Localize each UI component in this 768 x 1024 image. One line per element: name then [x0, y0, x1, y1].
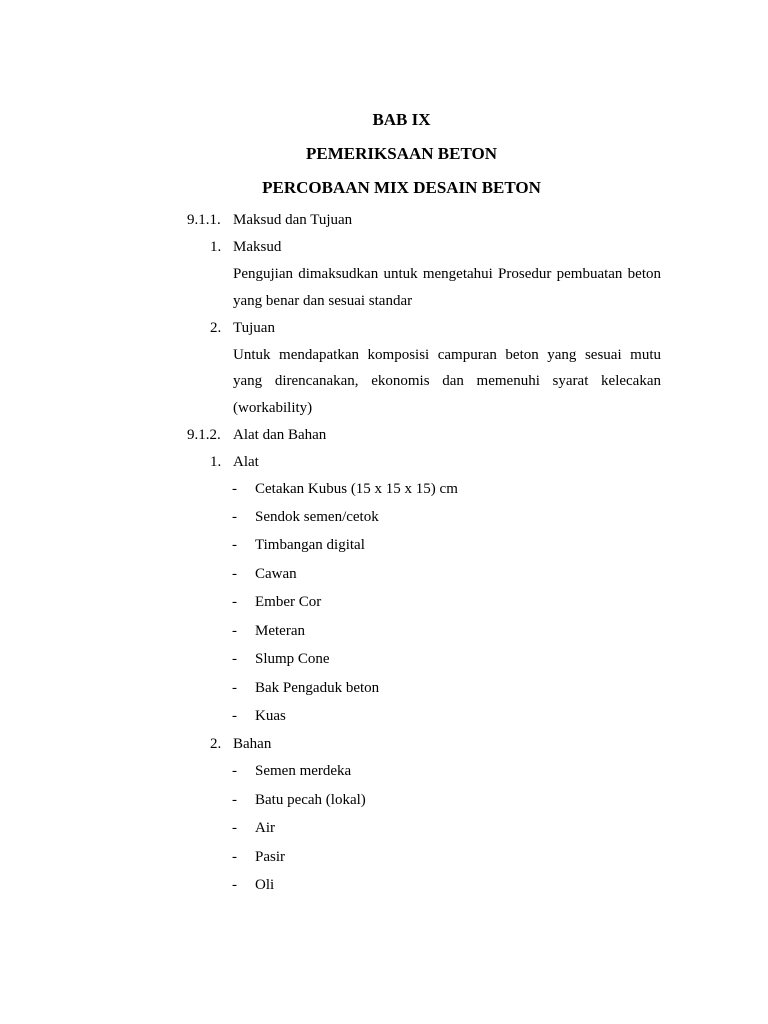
section-heading: Alat dan Bahan: [233, 427, 327, 443]
section-number: 9.1.1.: [187, 212, 221, 228]
bullet-dash: -: [232, 623, 237, 639]
chapter-number: BAB IX: [372, 110, 431, 129]
subsection-heading-alat: Alat: [233, 454, 259, 470]
list-item: Timbangan digital: [255, 537, 365, 553]
bullet-dash: -: [232, 877, 237, 893]
list-item: Ember Cor: [255, 594, 322, 610]
bullet-dash: -: [232, 763, 237, 779]
bullet-dash: -: [232, 651, 237, 667]
bullet-dash: -: [232, 680, 237, 696]
section-heading: Maksud dan Tujuan: [233, 212, 353, 228]
list-item: Oli: [255, 877, 275, 893]
list-item: Bak Pengaduk beton: [255, 680, 380, 696]
list-item: Kuas: [255, 708, 286, 724]
paragraph-line: Untuk mendapatkan komposisi campuran beton yang sesuai mutu: [233, 347, 661, 363]
paragraph-line: (workability): [233, 400, 313, 416]
paragraph-line: yang direncanakan, ekonomis dan memenuhi syarat kelecakan: [233, 373, 661, 389]
list-item: Cawan: [255, 566, 297, 582]
list-number: 1.: [210, 239, 222, 255]
list-item: Pasir: [255, 849, 285, 865]
list-item: Batu pecah (lokal): [255, 792, 366, 808]
chapter-subtitle: PERCOBAAN MIX DESAIN BETON: [262, 178, 541, 197]
list-item: Air: [255, 820, 275, 836]
section-number: 9.1.2.: [187, 427, 221, 443]
bullet-dash: -: [232, 566, 237, 582]
list-item: Slump Cone: [255, 651, 330, 667]
bullet-dash: -: [232, 820, 237, 836]
list-number: 2.: [210, 736, 222, 752]
list-item: Sendok semen/cetok: [255, 509, 379, 525]
list-item: Meteran: [255, 623, 305, 639]
list-number: 1.: [210, 454, 222, 470]
paragraph-line: yang benar dan sesuai standar: [233, 293, 413, 309]
chapter-title: PEMERIKSAAN BETON: [306, 144, 497, 163]
bullet-dash: -: [232, 509, 237, 525]
bullet-dash: -: [232, 594, 237, 610]
subsection-heading-tujuan: Tujuan: [233, 320, 275, 336]
list-item: Cetakan Kubus (15 x 15 x 15) cm: [255, 481, 458, 497]
list-number: 2.: [210, 320, 222, 336]
subsection-heading-maksud: Maksud: [233, 239, 282, 255]
bullet-dash: -: [232, 849, 237, 865]
subsection-heading-bahan: Bahan: [233, 736, 272, 752]
list-item: Semen merdeka: [255, 763, 352, 779]
paragraph-line: Pengujian dimaksudkan untuk mengetahui Prosedur pembuatan beton: [233, 266, 661, 282]
bullet-dash: -: [232, 481, 237, 497]
bullet-dash: -: [232, 708, 237, 724]
bullet-dash: -: [232, 537, 237, 553]
bullet-dash: -: [232, 792, 237, 808]
